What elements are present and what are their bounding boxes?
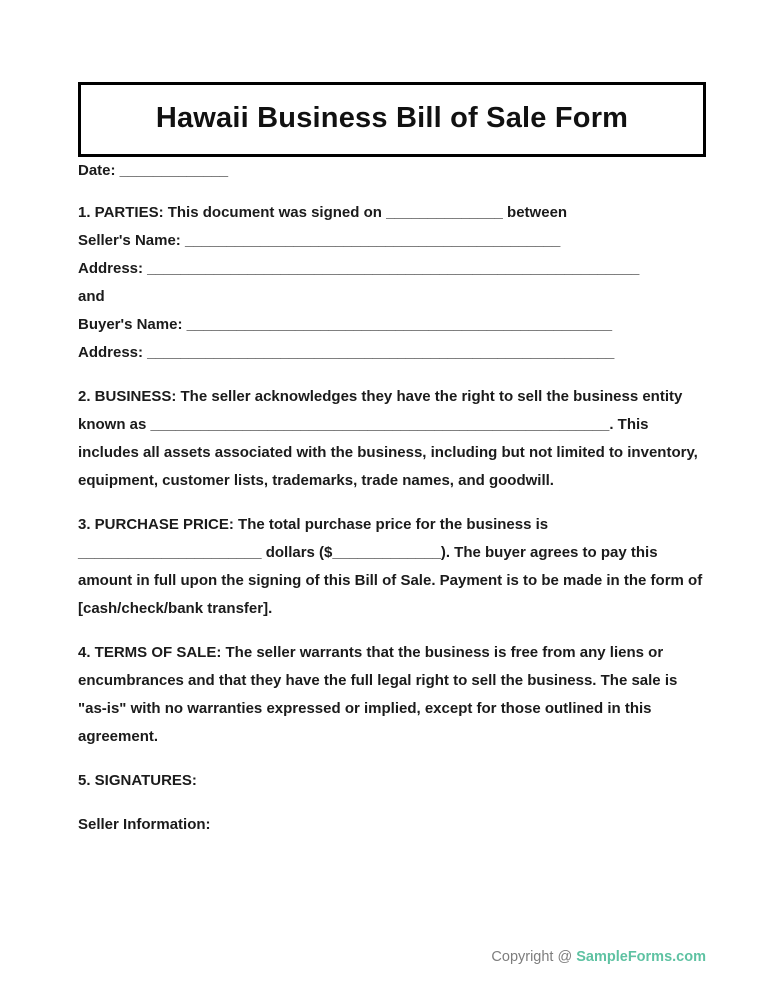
form-title-box [78, 82, 706, 157]
buyer-name-blank-line: Buyer's Name: ___________________________________________________ [78, 316, 613, 333]
parties-conjunction: and [78, 288, 105, 305]
document-body [78, 157, 708, 839]
parties-section [78, 199, 708, 367]
seller-name-blank-line: Seller's Name: _____________________________________________ [78, 232, 561, 249]
form-title: Hawaii Business Bill of Sale Form [155, 102, 629, 134]
purchase-price-section-paragraph: 3. PURCHASE PRICE: The total purchase price for the business is ______________________ dollars ($_____________). The buyer agrees to pay this amount in full upon the signing of this Bill of Sale. Payment is to be made in the form of [cash/check/bank transfer]. [78, 516, 703, 617]
buyer-address-blank-line: Address: ________________________________________________________ [78, 344, 615, 361]
footer-copyright [491, 947, 706, 967]
seller-information-label: Seller Information: [78, 816, 211, 833]
seller-address-blank-line: Address: ___________________________________________________________ [78, 260, 640, 277]
sampleforms-link[interactable]: SampleForms.com [576, 949, 706, 965]
date-blank-line: Date: _____________ [78, 162, 229, 179]
business-section-paragraph: 2. BUSINESS: The seller acknowledges they have the right to sell the business entity known as _______________________________________________________. This includes all assets associated with the business, including but not limited to inventory, equipment, customer lists, trademarks, trade names, and goodwill. [78, 388, 698, 489]
copyright-prefix-text: Copyright @ [491, 949, 577, 965]
parties-intro-line: 1. PARTIES: This document was signed on ______________ between [78, 204, 568, 221]
signatures-section-heading: 5. SIGNATURES: [78, 772, 197, 789]
terms-of-sale-section-paragraph: 4. TERMS OF SALE: The seller warrants that the business is free from any liens or encumbrances and that they have the full legal right to sell the business. The sale is "as-is" with no warranties expressed or implied, except for those outlined in this agreement. [78, 644, 678, 745]
